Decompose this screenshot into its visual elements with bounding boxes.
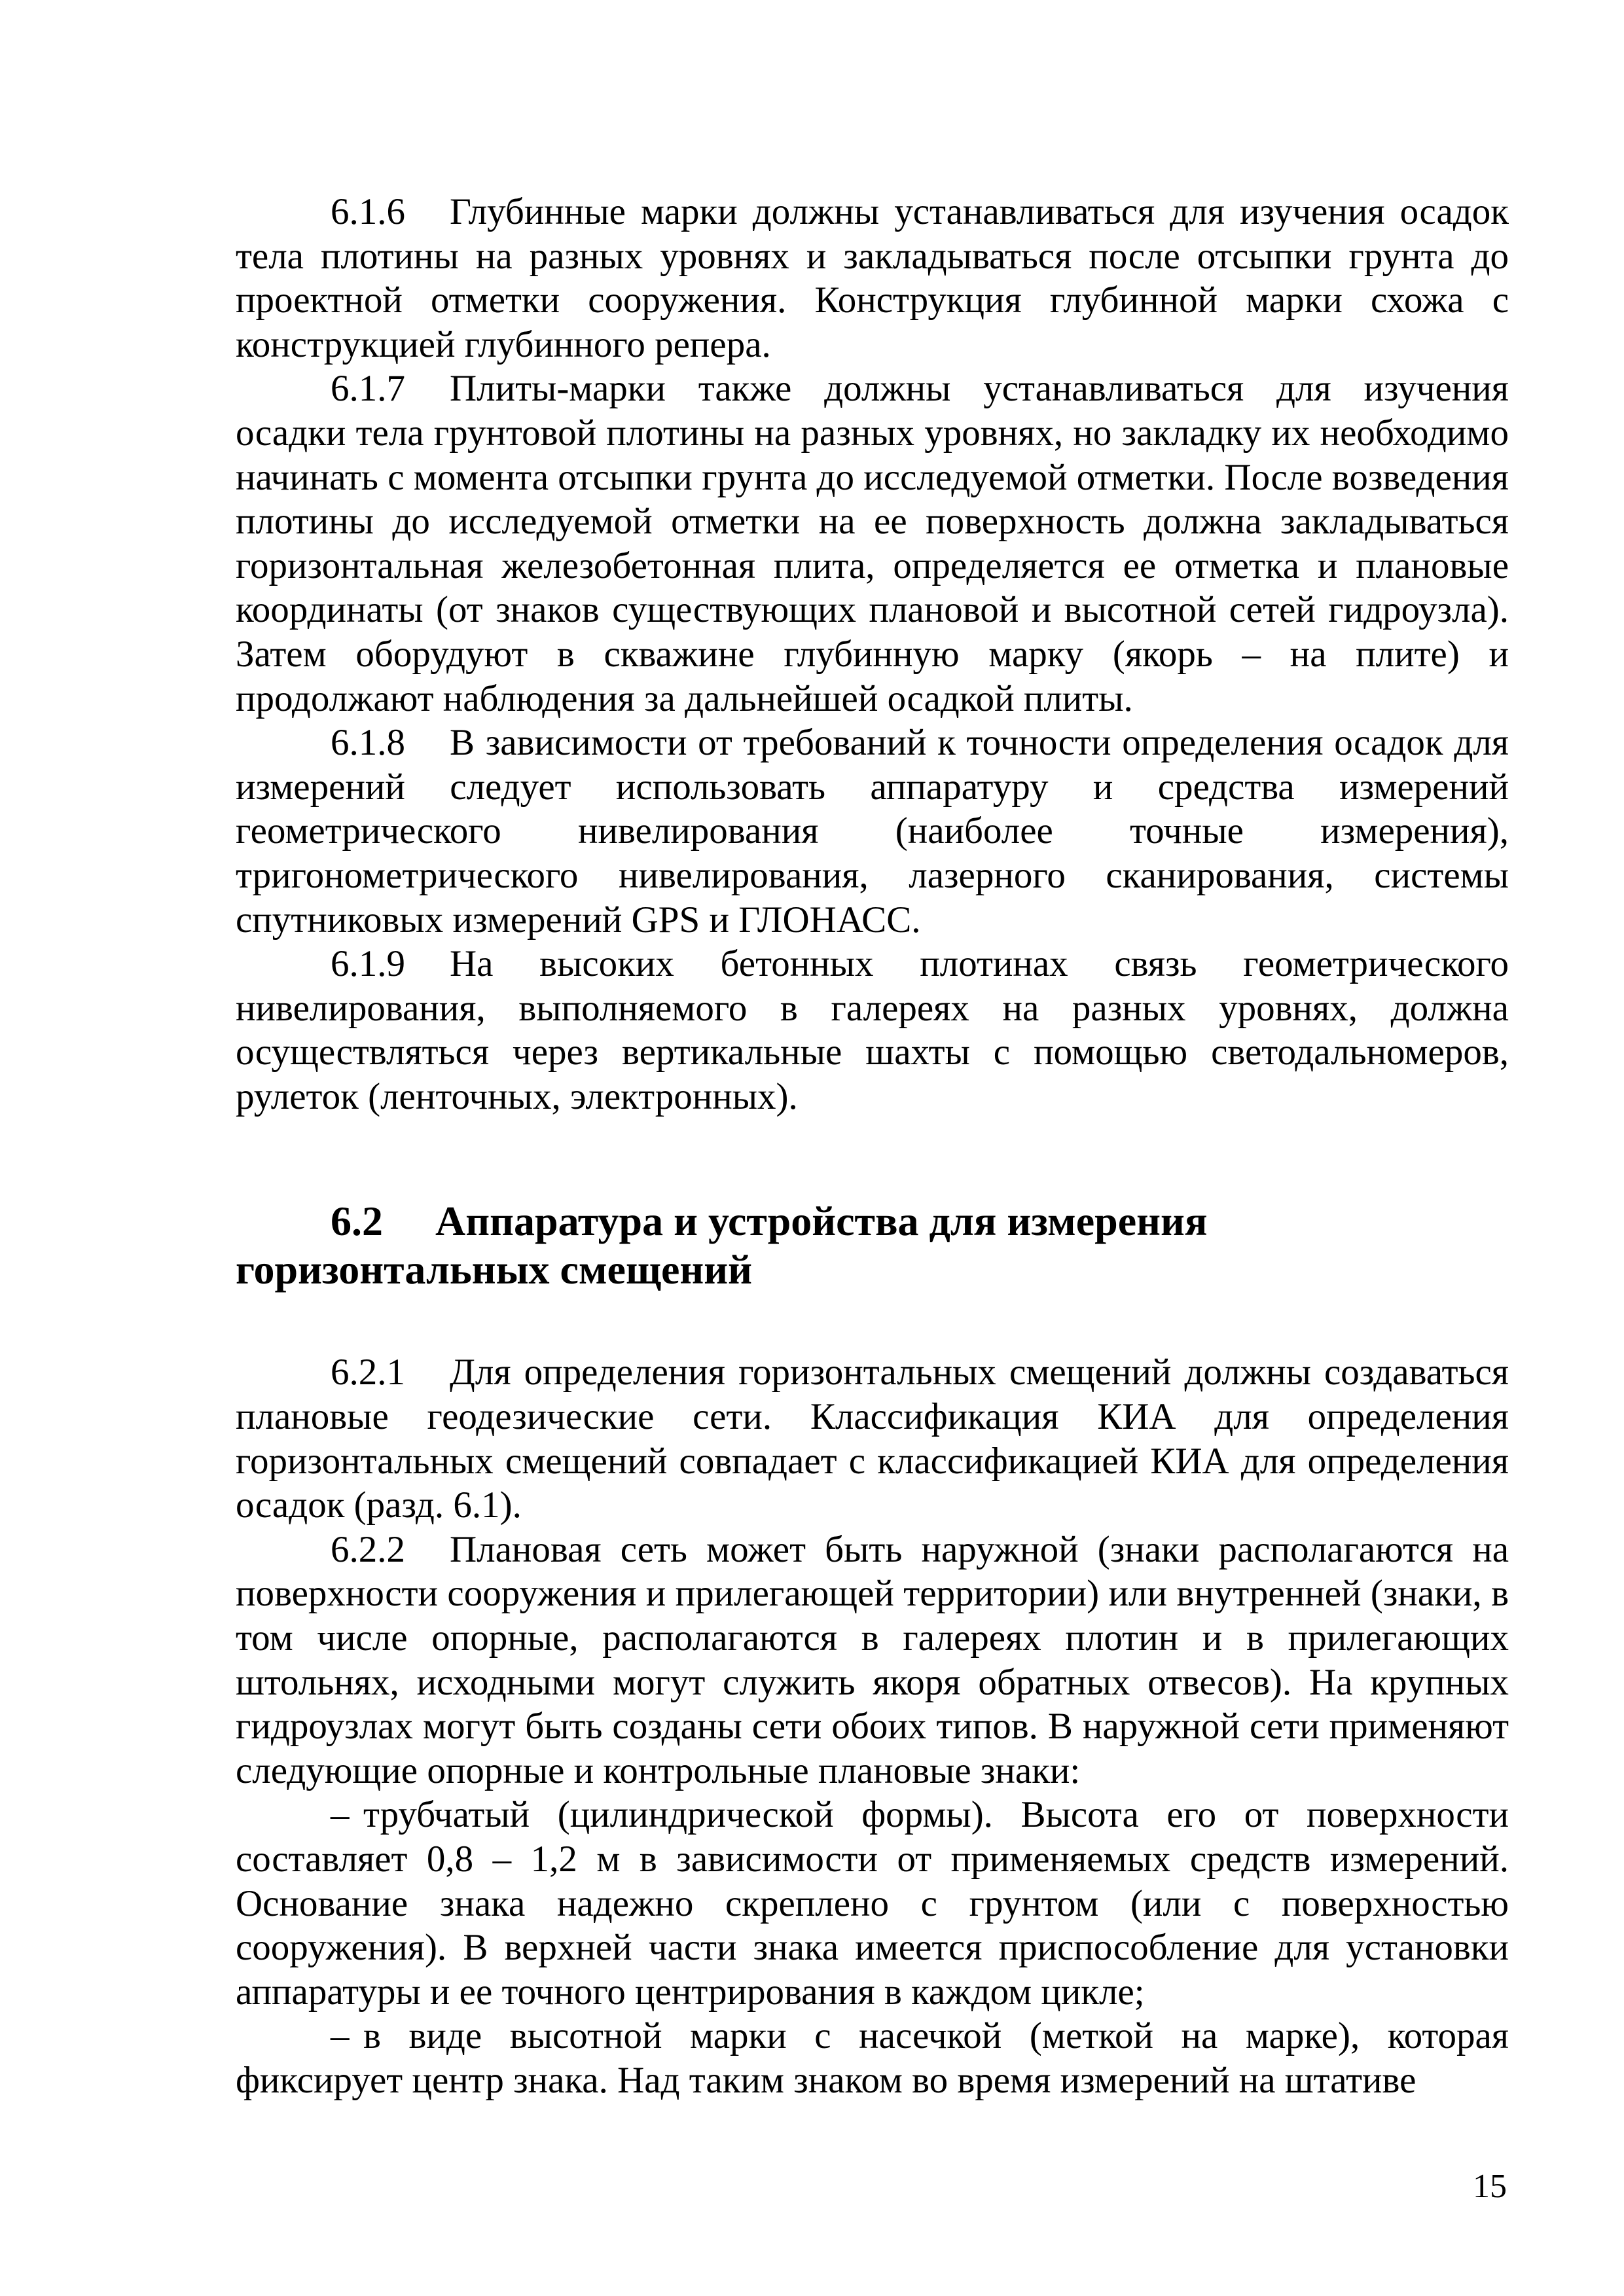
paragraph-text: На высоких бетонных плотинах связь геометрического нивелирования, выполняемого в галереях на разных уровнях, должна осуществляться через вертикальные шахты с помощью светодальномеров, рулеток (ленточных, электронных).: [236, 943, 1509, 1117]
list-item-text: в виде высотной марки с насечкой (меткой на марке), которая фиксирует центр знака. Над таким знаком во время измерений на штативе: [236, 2015, 1509, 2101]
list-item: [236, 2014, 1509, 2102]
paragraph-number: 6.1.6: [331, 191, 405, 232]
paragraph-text: Плиты-марки также должны устанавливаться для изучения осадки тела грунтовой плотины на разных уровнях, но закладку их необходимо начинать с момента отсыпки грунта до исследуемой отметки. После возведения плотины до исследуемой отметки на ее поверхность должна закладываться горизонтальная железобетонная плита, определяется ее отметка и плановые координаты (от знаков существующих плановой и высотной сетей гидроузла). Затем оборудуют в скважине глубинную марку (якорь – на плите) и продолжают наблюдения за дальнейшей осадкой плиты.: [236, 368, 1509, 719]
list-item-text: трубчатый (цилиндрической формы). Высота его от поверхности составляет 0,8 – 1,2 м в зависимости от применяемых средств измерений. Основание знака надежно скреплено с грунтом (или с поверхностью сооружения). В верхней части знака имеется приспособление для установки аппаратуры и ее точного центрирования в каждом цикле;: [236, 1794, 1509, 2013]
paragraph-6-1-8: [236, 721, 1509, 942]
paragraph-text: Для определения горизонтальных смещений должны создаваться плановые геодезические сети. Классификация КИА для определения горизонтальных смещений совпадает с классификацией КИА для определения осадок (разд. 6.1).: [236, 1352, 1509, 1526]
section-heading-number: 6.2: [331, 1198, 383, 1245]
paragraph-6-2-1: [236, 1350, 1509, 1527]
list-dash: –: [331, 2015, 350, 2057]
page-content: [236, 190, 1509, 2103]
paragraph-number: 6.1.9: [331, 943, 405, 985]
paragraph-6-2-2: [236, 1528, 1509, 1793]
page-number: 15: [1473, 2168, 1507, 2205]
section-heading-title: Аппаратура и устройства для измерения: [435, 1198, 1208, 1245]
list-item: [236, 1793, 1509, 2014]
paragraph-number: 6.2.2: [331, 1528, 405, 1570]
paragraph-number: 6.1.7: [331, 368, 405, 410]
paragraph-text: В зависимости от требований к точности определения осадок для измерений следует использовать аппаратуру и средства измерений геометрического нивелирования (наиболее точные измерения), тригонометрического нивелирования, лазерного сканирования, системы спутниковых измерений GPS и ГЛОНАСС.: [236, 722, 1509, 941]
section-heading-line-1: [236, 1197, 1509, 1246]
list-dash: –: [331, 1794, 350, 1836]
paragraph-number: 6.2.1: [331, 1352, 405, 1393]
paragraph-text: Глубинные марки должны устанавливаться для изучения осадок тела плотины на разных уровнях и закладываться после отсыпки грунта до проектной отметки сооружения. Конструкция глубинной марки схожа с конструкцией глубинного репера.: [236, 191, 1509, 365]
paragraph-text: Плановая сеть может быть наружной (знаки располагаются на поверхности сооружения и прилегающей территории) или внутренней (знаки, в том числе опорные, располагаются в галереях плотин и в прилегающих штольнях, исходными могут служить якоря обратных отвесов). На крупных гидроузлах могут быть созданы сети обоих типов. В наружной сети применяют следующие опорные и контрольные плановые знаки:: [236, 1528, 1509, 1791]
paragraph-6-1-6: [236, 190, 1509, 367]
paragraph-number: 6.1.8: [331, 722, 405, 764]
paragraph-6-1-9: [236, 942, 1509, 1119]
paragraph-6-1-7: [236, 367, 1509, 721]
section-heading-line-2: горизонтальных смещений: [236, 1246, 752, 1293]
section-heading-6-2: [236, 1197, 1509, 1294]
